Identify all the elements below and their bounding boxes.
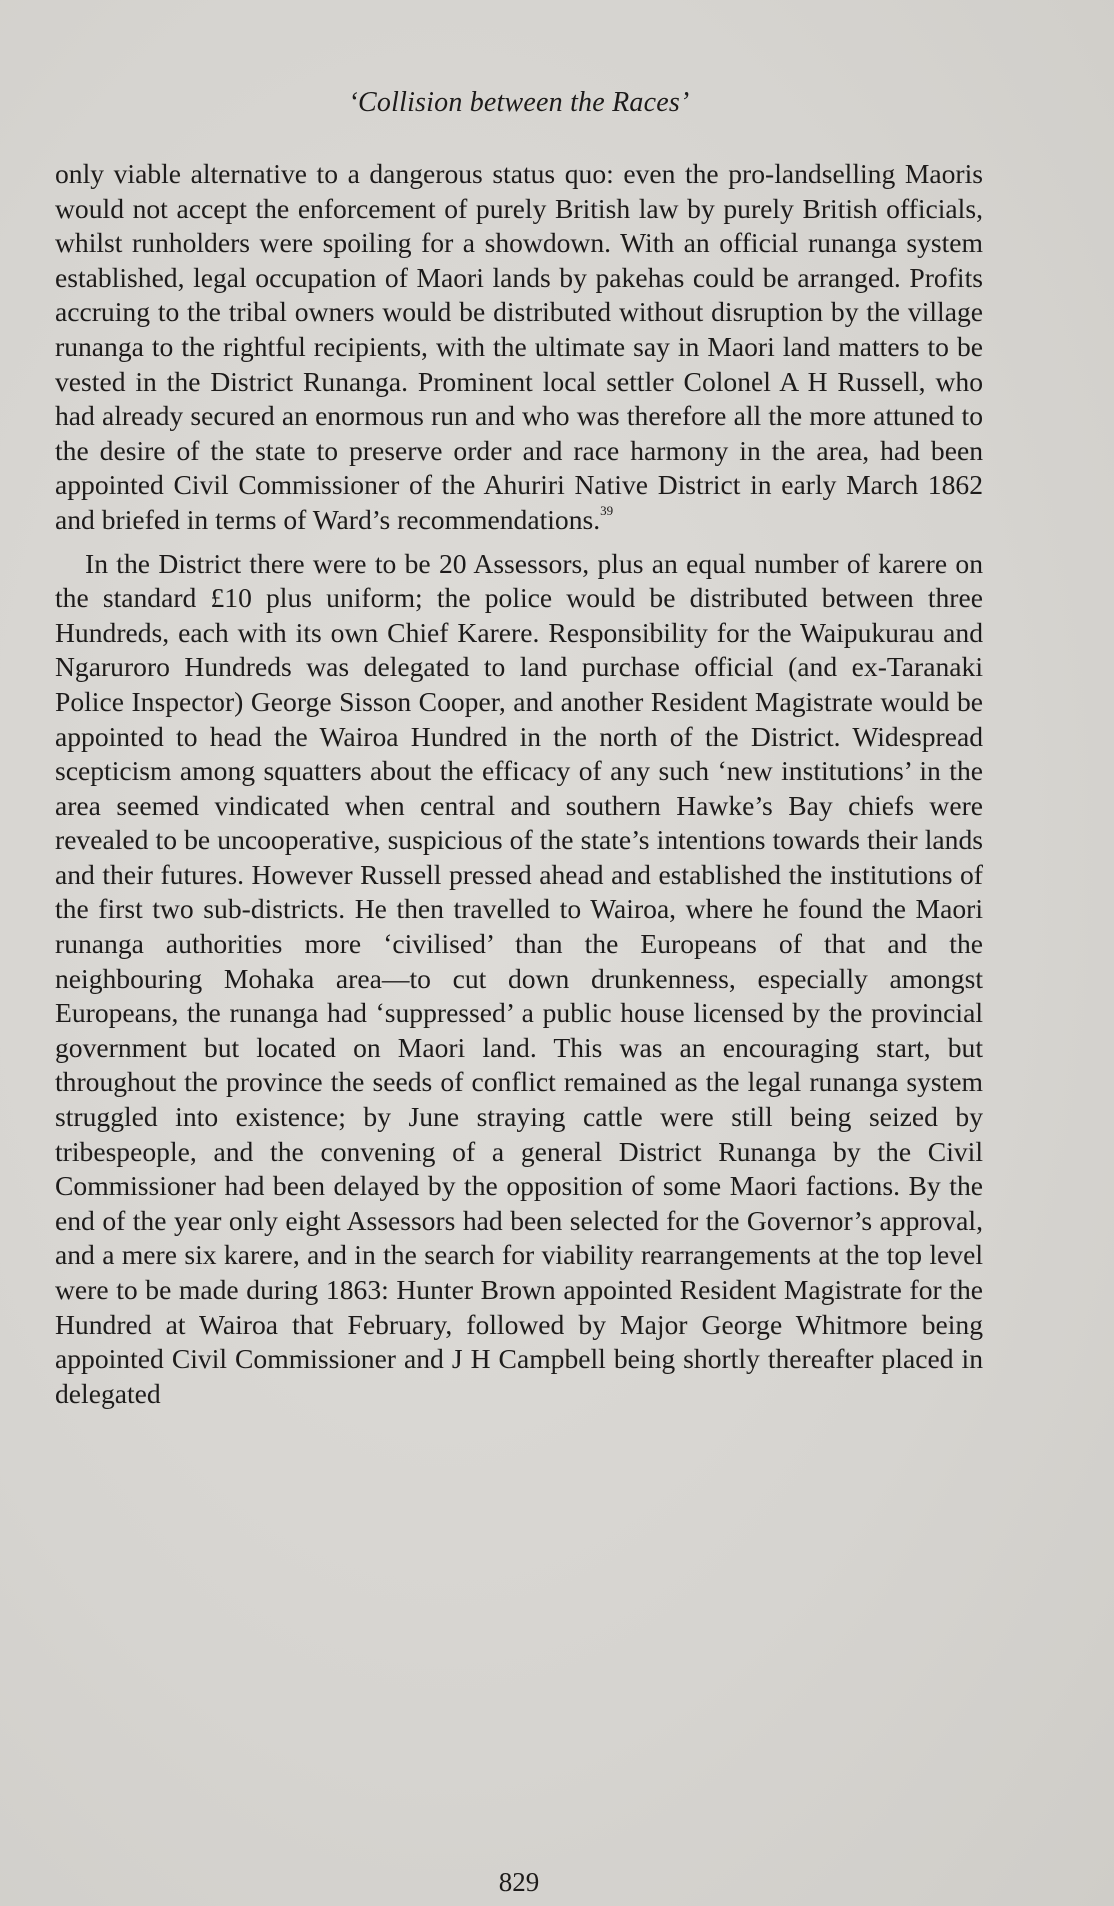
page-number: 829 bbox=[498, 1867, 540, 1897]
paragraph-2-text: In the District there were to be 20 Assessors, plus an equal number of karere on the standard £10 plus uniform; the police would be distributed between three Hundreds, each with its own Chief Karere. Responsibility for the Waipukurau and Ngaruroro Hundreds was delegated to land purchase official (and ex-Taranaki Police Inspector) George Sisson Cooper, and another Resident Magistrate would be appointed to head the Wairoa Hundred in the north of the District. Widespread scepticism among squatters about the efficacy of any such ‘new institutions’ in the area seemed vindicated when central and southern Hawke’s Bay chiefs were revealed to be uncooperative, suspicious of the state’s intentions towards their lands and their futures. However Russell pressed ahead and established the institutions of the first two sub-districts. He then travelled to Wairoa, where he found the Maori runanga authorities more ‘civilised’ than the Europeans of that and the neighbouring Mohaka area—to cut down drunkenness, especially amongst Europeans, the runanga had ‘suppressed’ a public house licensed by the provincial government but located on Maori land. This was an encouraging start, but throughout the province the seeds of conflict remained as the legal runanga system struggled into existence; by June straying cattle were still being seized by tribespeople, and the convening of a general District Runanga by the Civil Commissioner had been delayed by the opposition of some Maori factions. By the end of the year only eight Assessors had been selected for the Governor’s approval, and a mere six karere, and in the search for viability rearrangements at the top level were to be made during 1863: Hunter Brown appointed Resident Magistrate for the Hundred at Wairoa that February, followed by Major George Whitmore being appointed Civil Commissioner and J H Campbell being shortly thereafter placed in delegated bbox=[55, 547, 983, 1409]
body-text bbox=[55, 157, 983, 1411]
running-head: ‘Collision between the Races’ bbox=[348, 87, 690, 118]
book-page bbox=[55, 85, 983, 1897]
paragraph-1-text: only viable alternative to a dangerous status quo: even the pro-landselling Maoris would not accept the enforcement of purely British law by purely British officials, whilst runholders were spoiling for a showdown. With an official runanga system established, legal occupation of Maori lands by pakehas could be arranged. Profits accruing to the tribal owners would be distributed without disruption by the village runanga to the rightful recipients, with the ultimate say in Maori land matters to be vested in the District Runanga. Prominent local settler Colonel A H Russell, who had already secured an enormous run and who was therefore all the more attuned to the desire of the state to preserve order and race harmony in the area, had been appointed Civil Commissioner of the Ahuriri Native District in early March 1862 and briefed in terms of Ward’s recommendations. bbox=[55, 158, 983, 535]
footnote-marker[interactable]: 39 bbox=[600, 502, 614, 518]
paragraph-1 bbox=[55, 157, 983, 538]
paragraph-2 bbox=[55, 547, 983, 1412]
